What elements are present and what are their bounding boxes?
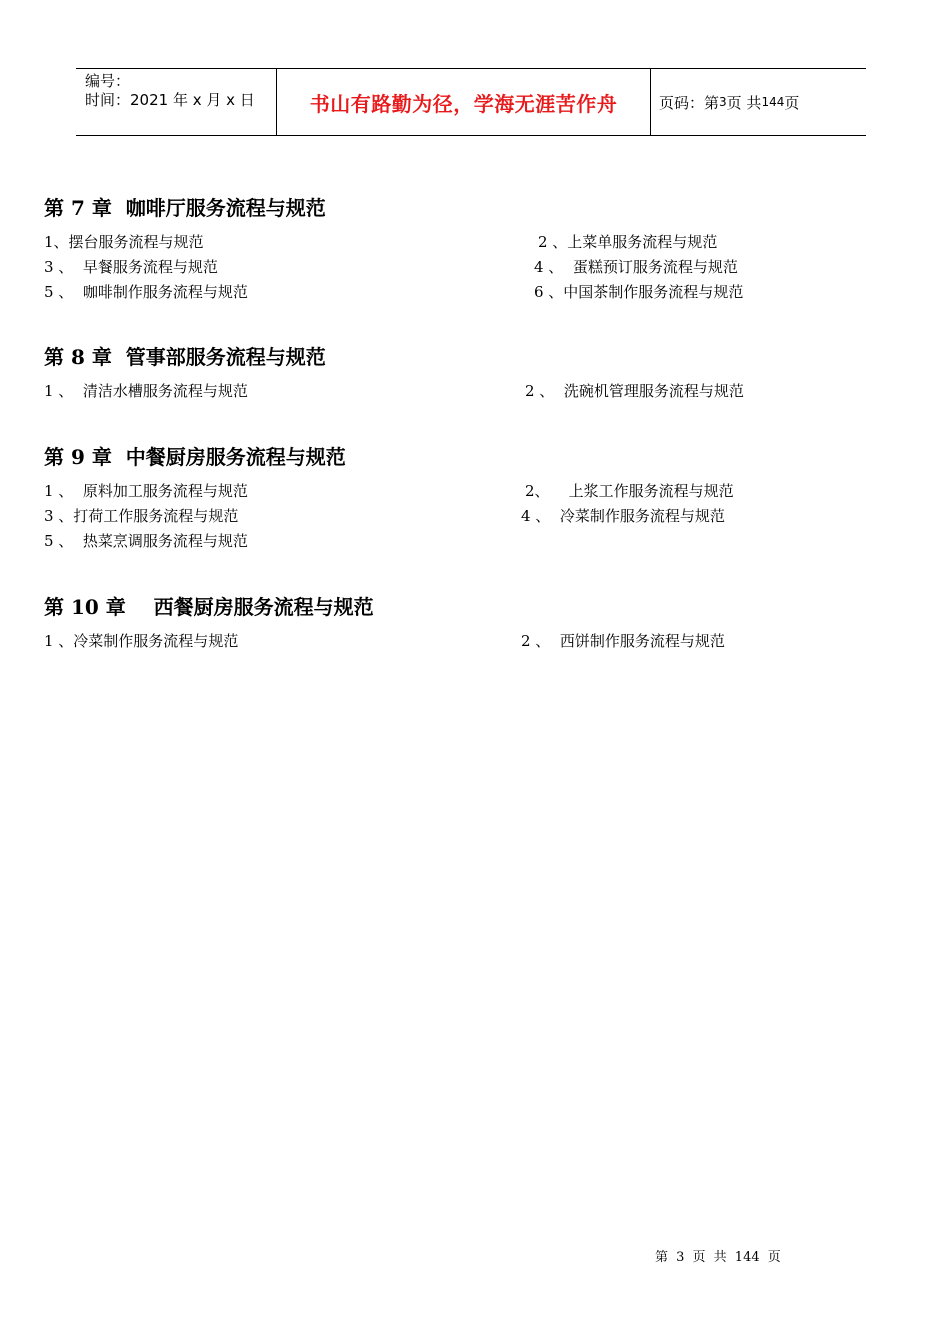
list-item: 2 、上菜单服务流程与规范 bbox=[538, 233, 718, 251]
list-item: 1 、 原料加工服务流程与规范 bbox=[44, 482, 248, 500]
page-total: 144 bbox=[761, 95, 785, 109]
chapter-10 bbox=[44, 593, 904, 654]
chapter-9 bbox=[44, 443, 904, 554]
number-label: 编号： bbox=[85, 72, 131, 90]
header-meta-cell bbox=[76, 69, 277, 135]
list-item: 6 、中国茶制作服务流程与规范 bbox=[534, 283, 744, 301]
document-header bbox=[76, 68, 866, 136]
time-label: 时间：2021 年 x 月 x 日 bbox=[85, 91, 255, 109]
list-item: 4 、 蛋糕预订服务流程与规范 bbox=[534, 258, 738, 276]
list-item: 4 、 冷菜制作服务流程与规范 bbox=[521, 507, 725, 525]
page-current: 3 bbox=[719, 95, 727, 109]
page-mid: 页 共 bbox=[726, 93, 762, 112]
list-row bbox=[44, 230, 904, 255]
motto-text: 书山有路勤为径，学海无涯苦作舟 bbox=[309, 91, 618, 116]
chapter-title: 第 8 章 管事部服务流程与规范 bbox=[44, 345, 326, 369]
list-item: 1 、 清洁水槽服务流程与规范 bbox=[44, 382, 248, 400]
header-motto-cell bbox=[277, 69, 651, 135]
chapter-8 bbox=[44, 343, 904, 404]
list-item: 1、摆台服务流程与规范 bbox=[44, 233, 204, 251]
list-item: 5 、 咖啡制作服务流程与规范 bbox=[44, 283, 248, 301]
list-row bbox=[44, 629, 904, 654]
chapter-title: 第 10 章 西餐厨房服务流程与规范 bbox=[44, 595, 374, 619]
list-item: 5 、 热菜烹调服务流程与规范 bbox=[44, 532, 248, 550]
header-page-cell bbox=[651, 69, 866, 135]
chapter-title: 第 7 章 咖啡厅服务流程与规范 bbox=[44, 196, 326, 220]
list-item: 3 、打荷工作服务流程与规范 bbox=[44, 507, 239, 525]
list-row bbox=[44, 379, 904, 404]
page-prefix: 页码：第 bbox=[659, 93, 720, 112]
list-row bbox=[44, 529, 904, 554]
chapter-7 bbox=[44, 194, 904, 305]
list-row bbox=[44, 280, 904, 305]
list-item: 2 、 洗碗机管理服务流程与规范 bbox=[525, 382, 744, 400]
list-row bbox=[44, 504, 904, 529]
list-row bbox=[44, 479, 904, 504]
page-suffix: 页 bbox=[784, 93, 800, 112]
list-item: 2 、 西饼制作服务流程与规范 bbox=[521, 632, 725, 650]
list-item: 1 、冷菜制作服务流程与规范 bbox=[44, 632, 239, 650]
list-row bbox=[44, 255, 904, 280]
list-item: 2、 上浆工作服务流程与规范 bbox=[525, 482, 734, 500]
list-item: 3 、 早餐服务流程与规范 bbox=[44, 258, 218, 276]
page-footer: 第 3 页 共 144 页 bbox=[655, 1250, 781, 1265]
chapter-title: 第 9 章 中餐厨房服务流程与规范 bbox=[44, 445, 346, 469]
